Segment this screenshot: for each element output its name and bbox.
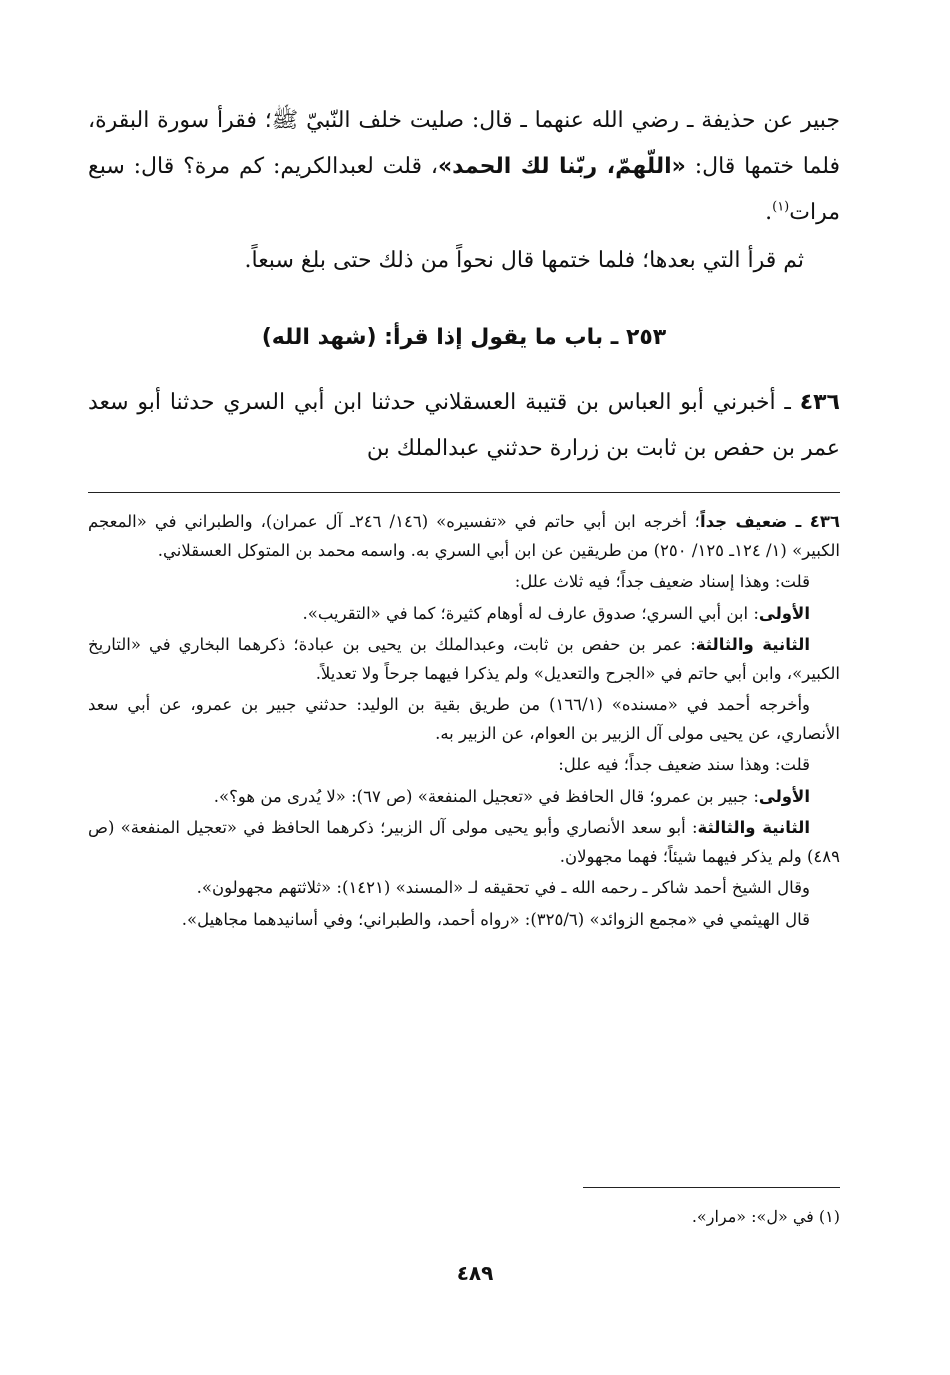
notes-divider <box>88 492 840 493</box>
hadith-paragraph <box>88 380 840 472</box>
note-text: : عمر بن حفص بن ثابت، وعبدالملك بن يحيى بن عبادة؛ ذكرهما البخاري في «التاريخ الكبير»، وابن أبي حاتم في «الجرح والتعديل» ولم يذكرا فيهما جرحاً ولا تعديلاً. <box>88 635 840 683</box>
main-text: جبير عن حذيفة ـ رضي الله عنهما ـ قال: صليت خلف النّبيّ ﷺ؛ فقرأ سورة البقرة، فلما ختمها قال: <box>88 108 841 179</box>
note-hadith-number: ٤٣٦ <box>809 512 840 531</box>
chapter-heading: ٢٥٣ ـ باب ما يقول إذا قرأ: (شهد الله) <box>261 325 667 350</box>
main-text-paragraph-1 <box>88 98 840 236</box>
commentary-notes <box>88 508 840 937</box>
note-paragraph <box>88 783 840 812</box>
note-paragraph: وقال الشيخ أحمد شاكر ـ رحمه الله ـ في تحقيقه لـ «المسند» (١٤٢١): «ثلاثتهم مجهولون». <box>196 878 810 897</box>
note-label: الثانية والثالثة <box>695 635 810 654</box>
note-text: : جبير بن عمرو؛ قال الحافظ في «تعجيل المنفعة» (ص ٦٧): «لا يُدرى من هو؟». <box>213 786 759 806</box>
footnote: (١) في «ل»: «مرار». <box>691 1207 840 1226</box>
main-text: ، قلت لعبدالكريم: كم مرة؟ قال: سبع مرات <box>88 154 840 225</box>
footnote-divider <box>583 1187 840 1188</box>
note-label: الأولى <box>758 603 810 623</box>
note-text: : أبو سعد الأنصاري وأبو يحيى مولى آل الزبير؛ ذكرهما الحافظ في «تعجيل المنفعة» (ص ٤٨٩) ولم يذكر فيهما شيئاً؛ فهما مجهولان. <box>88 818 840 866</box>
note-text: ؛ أخرجه ابن أبي حاتم في «تفسيره» (١٤٦/ ٢٤٦ـ آل عمران)، والطبراني في «المعجم الكبير» (١/ ١٢٤ـ ١٢٥/ ٢٥٠) من طريقين عن ابن أبي السري به. واسمه محمد بن المتوكل العسقلاني. <box>88 512 840 560</box>
hadith-number: ٤٣٦ <box>799 390 840 415</box>
main-quote-bold: «اللّهمّ، ربّنا لك الحمد» <box>437 154 686 179</box>
footnote-ref: (١) <box>772 199 790 215</box>
note-paragraph <box>88 814 840 871</box>
hadith-chain: ـ أخبرني أبو العباس بن قتيبة العسقلاني حدثنا ابن أبي السري حدثنا أبو سعد عمر بن حفص بن ثابت بن زرارة حدثني عبدالملك بن <box>88 390 840 461</box>
note-paragraph: قلت: وهذا سند ضعيف جداً؛ فيه علل: <box>558 755 810 774</box>
note-paragraph: قلت: وهذا إسناد ضعيف جداً؛ فيه ثلاث علل: <box>514 572 810 591</box>
note-grade-label: ـ ضعيف جداً <box>699 512 810 531</box>
main-text-paragraph-2 <box>88 238 840 284</box>
note-paragraph <box>88 600 840 629</box>
note-label: الأولى <box>758 786 810 806</box>
page-number: ٤٨٩ <box>456 1261 494 1285</box>
main-paragraph <box>88 98 840 236</box>
note-paragraph: وأخرجه أحمد في «مسنده» (١٦٦/١) من طريق بقية بن الوليد: حدثني جبير بن عمرو، عن أبي سعد الأنصاري، عن يحيى مولى آل الزبير بن العوام، عن الزبير به. <box>88 695 840 743</box>
note-label: الثانية والثالثة <box>697 818 810 837</box>
note-paragraph: قال الهيثمي في «مجمع الزوائد» (٣٢٥/٦): «رواه أحمد، والطبراني؛ وفي أسانيدهما مجاهيل». <box>181 909 810 929</box>
note-paragraph <box>88 631 840 688</box>
note-paragraph <box>88 508 840 565</box>
main-text: . <box>765 200 773 225</box>
note-text: : ابن أبي السري؛ صدوق عارف له أوهام كثيرة؛ كما في «التقريب». <box>302 603 759 623</box>
hadith-text <box>88 380 840 472</box>
main-paragraph: ثم قرأ التي بعدها؛ فلما ختمها قال نحواً من ذلك حتى بلغ سبعاً. <box>244 248 804 273</box>
